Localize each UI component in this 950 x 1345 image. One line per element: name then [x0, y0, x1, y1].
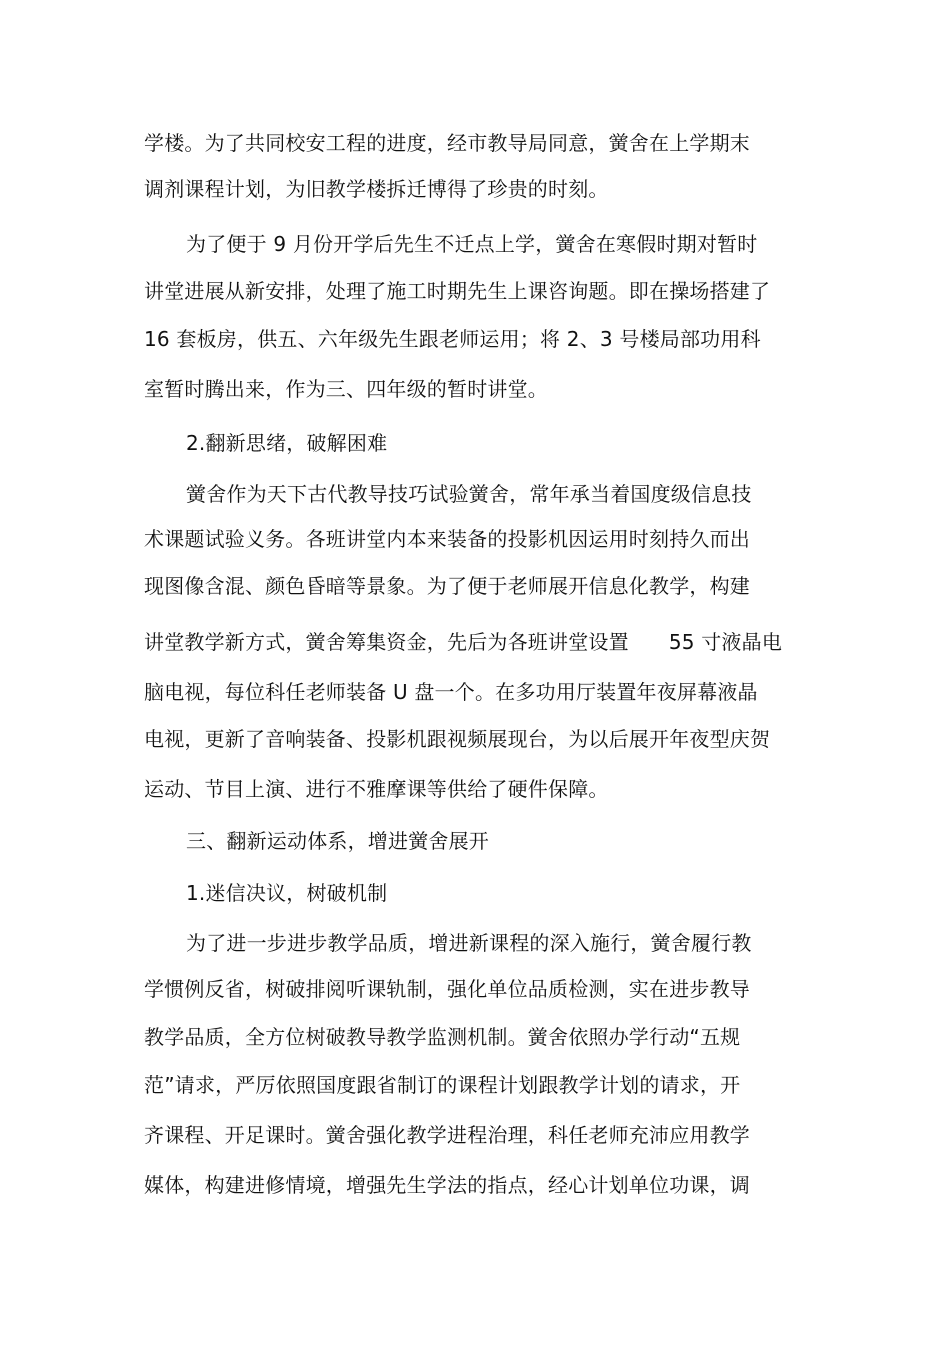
text-line: 讲堂进展从新安排，处理了施工时期先生上课咨询题。即在操场搭建了 [144, 279, 771, 303]
text-line: 黉舍作为天下古代教导技巧试验黉舍，常年承当着国度级信息技 [186, 482, 752, 506]
text-segment: 55 寸液晶电 [668, 630, 783, 654]
text-line: 为了便于 9 月份开学后先生不迁点上学，黉舍在寒假时期对暂时 [186, 232, 758, 256]
text-line: 学惯例反省，树破排阅听课轨制，强化单位品质检测，实在进步教导 [144, 977, 750, 1001]
section-heading: 1.迷信决议，树破机制 [186, 881, 388, 905]
text-line: 为了进一步进步教学品质，增进新课程的深入施行，黉舍履行教 [186, 931, 752, 955]
text-line: 现图像含混、颜色昏暗等景象。为了便于老师展开信息化教学，构建 [144, 574, 750, 598]
text-line: 脑电视，每位科任老师装备 U 盘一个。在多功用厅装置年夜屏幕液晶 [144, 680, 758, 704]
text-line: 电视，更新了音响装备、投影机跟视频展现台，为以后展开年夜型庆贺 [144, 727, 771, 751]
section-heading: 三、翻新运动体系，增进黉舍展开 [186, 829, 489, 853]
text-line: 术课题试验义务。各班讲堂内本来装备的投影机因运用时刻持久而出 [144, 527, 750, 551]
text-line: 教学品质，全方位树破教导教学监测机制。黉舍依照办学行动“五规 [144, 1025, 741, 1049]
text-line: 调剂课程计划，为旧教学楼拆迁博得了珍贵的时刻。 [144, 177, 609, 201]
text-line: 媒体，构建进修情境，增强先生学法的指点，经心计划单位功课，调 [144, 1173, 750, 1197]
text-line: 室暂时腾出来，作为三、四年级的暂时讲堂。 [144, 377, 548, 401]
text-line: 范”请求，严厉依照国度跟省制订的课程计划跟教学计划的请求，开 [144, 1073, 741, 1097]
text-line: 运动、节目上演、进行不雅摩课等供给了硬件保障。 [144, 777, 609, 801]
text-line [144, 629, 782, 655]
text-segment: 讲堂教学新方式，黉舍筹集资金，先后为各班讲堂设置 [144, 630, 629, 654]
text-line: 齐课程、开足课时。黉舍强化教学进程治理，科任老师充沛应用教学 [144, 1123, 750, 1147]
section-heading: 2.翻新思绪，破解困难 [186, 431, 388, 455]
text-line: 学楼。为了共同校安工程的进度，经市教导局同意，黉舍在上学期末 [144, 131, 750, 155]
text-line: 16 套板房，供五、六年级先生跟老师运用；将 2、3 号楼局部功用科 [144, 327, 761, 351]
